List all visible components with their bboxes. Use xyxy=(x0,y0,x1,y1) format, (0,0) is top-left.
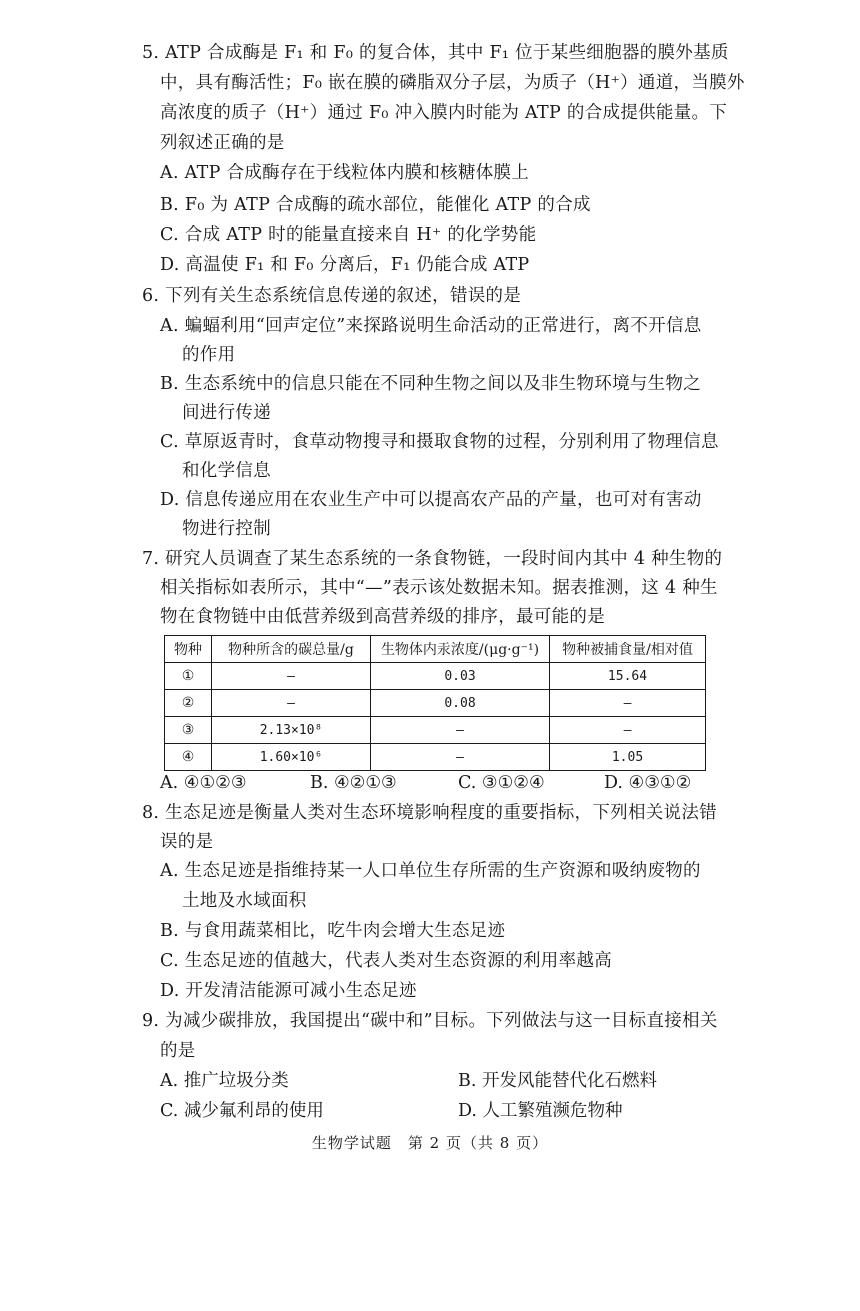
table-cell: 0.08 xyxy=(371,690,550,717)
q7-stem-line-3: 物在食物链中由低营养级到高营养级的排序，最可能的是 xyxy=(160,607,605,627)
table-cell: — xyxy=(212,690,371,717)
table-header-species: 物种 xyxy=(165,636,212,663)
q6-option-d-line-1: D. 信息传递应用在农业生产中可以提高农产品的产量，也可对有害动 xyxy=(160,490,702,510)
q9-stem-line-1: 9. 为减少碳排放，我国提出“碳中和”目标。下列做法与这一目标直接相关 xyxy=(142,1011,718,1031)
q5-stem-line-3: 高浓度的质子（H⁺）通过 F₀ 冲入膜内时能为 ATP 的合成提供能量。下 xyxy=(160,103,728,123)
q6-option-d-line-2: 物进行控制 xyxy=(182,519,271,539)
table-cell: 2.13×10⁸ xyxy=(212,717,371,744)
q6-stem: 6. 下列有关生态系统信息传递的叙述，错误的是 xyxy=(142,286,522,306)
q6-option-a-line-1: A. 蝙蝠利用“回声定位”来探路说明生命活动的正常进行，离不开信息 xyxy=(160,316,702,336)
q7-option-b: B. ④②①③ xyxy=(310,773,397,793)
q6-option-b-line-1: B. 生态系统中的信息只能在不同种生物之间以及非生物环境与生物之 xyxy=(160,374,702,394)
q5-option-b: B. F₀ 为 ATP 合成酶的疏水部位，能催化 ATP 的合成 xyxy=(160,195,591,215)
q7-option-c: C. ③①②④ xyxy=(458,773,545,793)
q9-option-b: B. 开发风能替代化石燃料 xyxy=(458,1071,657,1091)
q5-stem-line-2: 中，具有酶活性；F₀ 嵌在膜的磷脂双分子层，为质子（H⁺）通道，当膜外 xyxy=(160,73,745,93)
q7-data-table xyxy=(164,635,706,771)
table-row xyxy=(165,690,706,717)
table-cell: — xyxy=(371,744,550,771)
q5-option-d: D. 高温使 F₁ 和 F₀ 分离后，F₁ 仍能合成 ATP xyxy=(160,255,530,275)
q8-option-b: B. 与食用蔬菜相比，吃牛肉会增大生态足迹 xyxy=(160,921,506,941)
table-cell: 1.05 xyxy=(550,744,706,771)
table-cell: — xyxy=(371,717,550,744)
q5-option-a: A. ATP 合成酶存在于线粒体内膜和核糖体膜上 xyxy=(160,163,530,183)
table-cell: 15.64 xyxy=(550,663,706,690)
q8-option-d: D. 开发清洁能源可减小生态足迹 xyxy=(160,981,417,1001)
q9-option-d: D. 人工繁殖濒危物种 xyxy=(458,1101,623,1121)
table-cell: 1.60×10⁶ xyxy=(212,744,371,771)
table-cell: — xyxy=(550,690,706,717)
q6-option-a-line-2: 的作用 xyxy=(182,345,236,365)
table-cell: ④ xyxy=(165,744,212,771)
table-cell: ② xyxy=(165,690,212,717)
q6-option-c-line-2: 和化学信息 xyxy=(182,461,271,481)
page-footer: 生物学试题 第 2 页（共 8 页） xyxy=(311,1134,549,1152)
table-cell: ③ xyxy=(165,717,212,744)
table-header-predation: 物种被捕食量/相对值 xyxy=(550,636,706,663)
q7-stem-line-2: 相关指标如表所示，其中“—”表示该处数据未知。据表推测，这 4 种生 xyxy=(160,578,718,598)
q9-option-a: A. 推广垃圾分类 xyxy=(160,1071,289,1091)
q7-option-a: A. ④①②③ xyxy=(160,773,247,793)
q8-option-c: C. 生态足迹的值越大，代表人类对生态资源的利用率越高 xyxy=(160,951,612,971)
q8-option-a-line-1: A. 生态足迹是指维持某一人口单位生存所需的生产资源和吸纳废物的 xyxy=(160,861,701,881)
q6-option-b-line-2: 间进行传递 xyxy=(182,403,271,423)
q8-option-a-line-2: 土地及水域面积 xyxy=(182,891,307,911)
q8-stem-line-2: 误的是 xyxy=(160,832,214,852)
table-row xyxy=(165,663,706,690)
table-row xyxy=(165,744,706,771)
q9-stem-line-2: 的是 xyxy=(160,1041,196,1061)
table-cell: ① xyxy=(165,663,212,690)
q6-option-c-line-1: C. 草原返青时，食草动物搜寻和摄取食物的过程，分别利用了物理信息 xyxy=(160,432,719,452)
q7-stem-line-1: 7. 研究人员调查了某生态系统的一条食物链，一段时间内其中 4 种生物的 xyxy=(142,549,723,569)
table-header-carbon: 物种所含的碳总量/g xyxy=(212,636,371,663)
q5-stem-line-4: 列叙述正确的是 xyxy=(160,133,285,153)
q5-option-c: C. 合成 ATP 时的能量直接来自 H⁺ 的化学势能 xyxy=(160,225,537,245)
table-cell: — xyxy=(550,717,706,744)
q5-stem-line-1: 5. ATP 合成酶是 F₁ 和 F₀ 的复合体，其中 F₁ 位于某些细胞器的膜外基质 xyxy=(142,43,729,63)
q9-option-c: C. 减少氟利昂的使用 xyxy=(160,1101,324,1121)
q7-option-d: D. ④③①② xyxy=(604,773,692,793)
table-cell: 0.03 xyxy=(371,663,550,690)
table-cell: — xyxy=(212,663,371,690)
q8-stem-line-1: 8. 生态足迹是衡量人类对生态环境影响程度的重要指标，下列相关说法错 xyxy=(142,803,717,823)
table-header-mercury: 生物体内汞浓度/(μg·g⁻¹) xyxy=(371,636,550,663)
table-row xyxy=(165,717,706,744)
table-header-row xyxy=(165,636,706,663)
